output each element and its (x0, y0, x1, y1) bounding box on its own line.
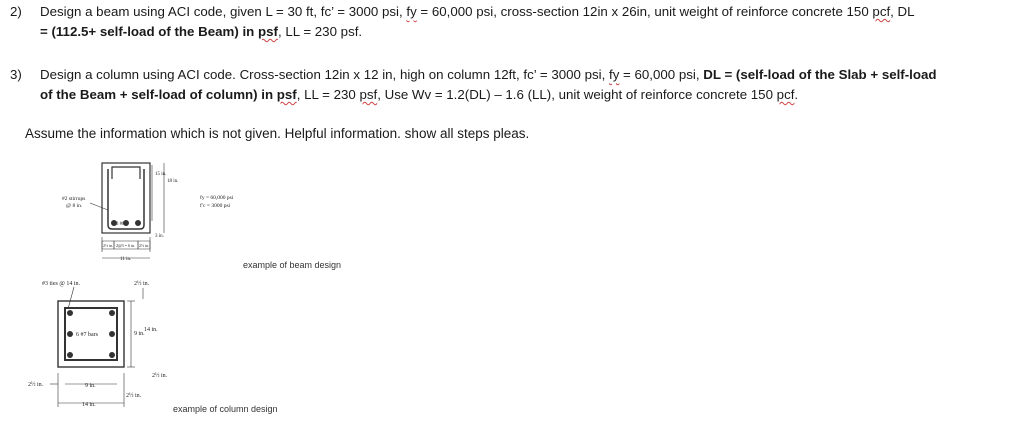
beam-fc: f′c = 3000 psi (200, 203, 231, 209)
question-2-line-2 (10, 22, 915, 42)
beam-bars-label: 3 #8 (116, 222, 125, 227)
question-3-line-2 (10, 85, 937, 105)
q3-pcf: pcf (776, 87, 795, 102)
beam-bot-a: 2½ in. (103, 243, 114, 248)
col-dim-14h: 14 in. (82, 402, 96, 408)
beam-fy: fy = 60,000 psi (200, 195, 234, 201)
col-bot-cover-2: 2½ in. (126, 393, 142, 399)
q3-psf: psf (276, 87, 297, 102)
question-2-number: 2) (10, 4, 22, 19)
q2-psf: psf (258, 24, 278, 39)
stirrup-leader (90, 203, 108, 210)
col-dim-9v: 9 in. (134, 331, 145, 337)
question-2-line-1 (10, 2, 915, 22)
q2-text-c: , DL (890, 4, 915, 19)
ties-leader (68, 287, 74, 309)
q2-text-a: Design a beam using ACI code, given L = 30 ft, fc’ = 3000 psi, (40, 4, 407, 19)
q3-text-d: , Use Wv = 1.2(DL) – 1.6 (LL), unit weight of reinforce concrete 150 (377, 87, 777, 102)
col-rebar-4 (109, 331, 115, 337)
col-left-cover: 2½ in. (28, 382, 44, 388)
beam-section-figure (60, 155, 260, 270)
q3-fy: fy (609, 67, 620, 82)
beam-bot-b: 2@3 = 6 in. (116, 243, 136, 248)
beam-bot-c: 2½ in. (139, 243, 150, 248)
col-rebar-6 (109, 352, 115, 358)
q3-text-b: = 60,000 psi, (619, 67, 704, 82)
q3-psf-2: psf (359, 87, 378, 102)
column-figure-caption: example of column design (173, 404, 278, 414)
beam-stirrups-spacing: @ 8 in. (66, 203, 83, 209)
col-ties-label: #3 ties @ 14 in. (42, 281, 81, 287)
question-3 (10, 65, 937, 105)
col-rebar-5 (67, 352, 73, 358)
stirrup-top (112, 167, 140, 179)
col-rebar-1 (67, 310, 73, 316)
q2-dl-bold: = (112.5+ self-load of the Beam) in (40, 24, 258, 39)
q2-text-b: = 60,000 psi, cross-section 12in x 26in, unit weight of reinforce concrete 150 (416, 4, 873, 19)
beam-dim-15: 15 in. (155, 172, 167, 177)
question-3-line-1 (10, 65, 937, 85)
q3-dl-bold-2: of the Beam + self-load of column) in (40, 87, 277, 102)
col-dim-9h: 9 in. (85, 383, 96, 389)
col-rebar-2 (109, 310, 115, 316)
beam-dim-18: 18 in. (167, 179, 179, 184)
q3-text-c: , LL = 230 (296, 87, 360, 102)
column-section-figure (28, 273, 208, 413)
q3-dl-bold: DL = (self-load of the Slab + self-load (703, 67, 937, 82)
beam-dim-3: 3 in. (155, 234, 164, 239)
col-bot-cover-1: 2½ in. (152, 373, 168, 379)
question-3-number: 3) (10, 67, 22, 82)
col-bars-label: 6 #7 bars (76, 332, 98, 338)
col-rebar-3 (67, 331, 73, 337)
beam-stirrups-label: #2 stirrups (62, 196, 86, 202)
q3-text-e: . (794, 87, 799, 102)
question-2 (10, 2, 915, 42)
beam-width: 11 in. (120, 257, 132, 262)
q2-pcf: pcf (872, 4, 891, 19)
q2-fy: fy (406, 4, 417, 19)
rebar-3 (135, 220, 141, 226)
col-dim-14v: 14 in. (144, 327, 158, 333)
col-top-cover: 2½ in. (134, 281, 150, 287)
assumption-note: Assume the information which is not given. Helpful information. show all steps pleas. (25, 126, 530, 141)
q2-text-d: , LL = 230 psf. (277, 24, 363, 39)
q3-text-a: Design a column using ACI code. Cross-section 12in x 12 in, high on column 12ft, fc’ = 3000 psi, (40, 67, 610, 82)
beam-figure-caption: example of beam design (243, 260, 342, 270)
